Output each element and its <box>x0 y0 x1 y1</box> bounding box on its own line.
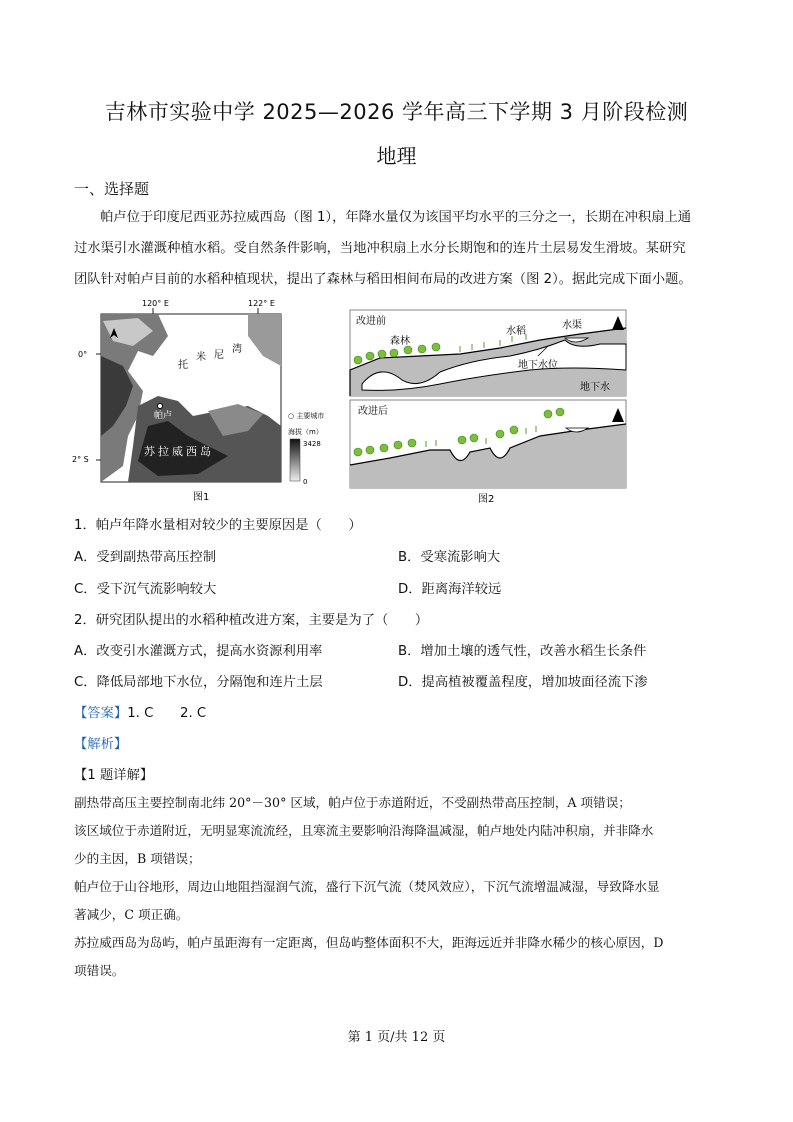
analysis-tag: 【解析】 <box>74 737 128 752</box>
page-title: 吉林市实验中学 2025—2026 学年高三下学期 3 月阶段检测 <box>104 100 689 124</box>
forest-label: 森林 <box>390 336 410 347</box>
explanation-line: 著减少，C 项正确。 <box>74 907 189 922</box>
answer-row <box>74 702 206 721</box>
intro-line-3: 团队针对帕卢目前的水稻种植现状，提出了森林与稻田相间布局的改进方案（图 2）。据此完成下面小题。 <box>74 272 692 287</box>
detail-tag: 【1 题详解】 <box>74 768 154 783</box>
intro-line-1: 帕卢位于印度尼西亚苏拉威西岛（图 1），年降水量仅为该国平均水平的三分之一，长期在冲积扇上通 <box>100 210 692 225</box>
island-char-5: 岛 <box>200 445 211 458</box>
answer-value: 1. C 2. C <box>127 706 207 721</box>
question-1-option-b[interactable]: B．受寒流影响大 <box>398 550 501 565</box>
island-char-2: 拉 <box>158 445 169 458</box>
explanation-line: 少的主因，B 项错误； <box>74 851 201 866</box>
explanation-line: 项错误。 <box>74 963 125 978</box>
legend-max: 3428 <box>303 440 321 448</box>
bay-char-1: 托 <box>178 360 188 371</box>
figure1-caption: 图1 <box>193 492 210 503</box>
figure2-profiles <box>350 310 630 506</box>
legend-elevation: 海拔（m） <box>288 428 323 436</box>
question-2-option-c[interactable]: C．降低局部地下水位，分隔饱和连片土层 <box>74 675 323 690</box>
subject-title: 地理 <box>376 144 417 168</box>
after-label: 改进后 <box>358 406 388 417</box>
explanation-block <box>74 789 724 985</box>
page-footer: 第 1 页/共 12 页 <box>347 1030 446 1045</box>
explanation-line: 苏拉威西岛为岛屿，帕卢虽距海有一定距离，但岛屿整体面积不大，距海远近并非降水稀少的核心原因，D <box>74 935 664 950</box>
answer-tag: 【答案】 <box>74 706 128 721</box>
explanation-line: 帕卢位于山谷地形，周边山地阻挡湿润气流，盛行下沉气流（焚风效应），下沉气流增温减湿，导致降水显 <box>74 879 660 894</box>
rice-label: 水稻 <box>506 326 526 337</box>
bay-char-2: 米 <box>196 352 206 363</box>
elevation-scale <box>290 439 300 481</box>
city-marker-icon <box>158 404 163 409</box>
question-1-option-a[interactable]: A．受到副热带高压控制 <box>74 550 217 565</box>
figure1-map <box>72 296 344 506</box>
question-2-stem: 2．研究团队提出的水稻种植改进方案，主要是为了（ ） <box>74 613 429 628</box>
explanation-line: 副热带高压主要控制南北纬 20°－30° 区域，帕卢位于赤道附近，不受副热带高压控制，A 项错误； <box>74 795 631 810</box>
question-2-option-a[interactable]: A．改变引水灌溉方式，提高水资源利用率 <box>74 644 323 659</box>
water-table-label: 地下水位 <box>518 360 558 371</box>
explanation-line: 该区域位于赤道附近，无明显寒流流经，且寒流主要影响沿海降温减湿，帕卢地处内陆冲积扇，并非降水 <box>74 823 654 838</box>
section-title: 一、选择题 <box>74 180 150 198</box>
question-2-option-b[interactable]: B．增加土壤的透气性，改善水稻生长条件 <box>398 644 647 659</box>
question-1-option-c[interactable]: C．受下沉气流影响较大 <box>74 582 217 597</box>
island-char-1: 苏 <box>144 445 155 458</box>
island-char-3: 威 <box>172 445 183 458</box>
lat-bottom-label: 2° S <box>72 455 89 464</box>
lon-left-label: 120° E <box>142 299 169 308</box>
intro-line-2: 过水渠引水灌溉种植水稻。受自然条件影响，当地冲积扇上水分长期饱和的连片土层易发生滑坡。某研究 <box>74 241 686 256</box>
lon-right-label: 122° E <box>248 299 275 308</box>
legend-city: ○ 主要城市 <box>288 412 325 420</box>
question-1-option-d[interactable]: D．距离海洋较远 <box>398 582 502 597</box>
bay-char-3: 尼 <box>214 350 224 361</box>
question-1-stem: 1．帕卢年降水量相对较少的主要原因是（ ） <box>74 518 362 533</box>
before-label: 改进前 <box>356 316 386 327</box>
city-label: 帕卢 <box>154 411 173 421</box>
figure2-caption: 图2 <box>478 494 495 505</box>
lat-top-label: 0° <box>78 350 88 359</box>
legend-min: 0 <box>303 478 308 486</box>
groundwater-label: 地下水 <box>580 382 610 393</box>
bay-char-4: 湾 <box>232 344 242 355</box>
island-char-4: 西 <box>186 445 197 458</box>
canal-label: 水渠 <box>562 320 582 331</box>
question-2-option-d[interactable]: D．提高植被覆盖程度，增加坡面径流下渗 <box>398 675 648 690</box>
